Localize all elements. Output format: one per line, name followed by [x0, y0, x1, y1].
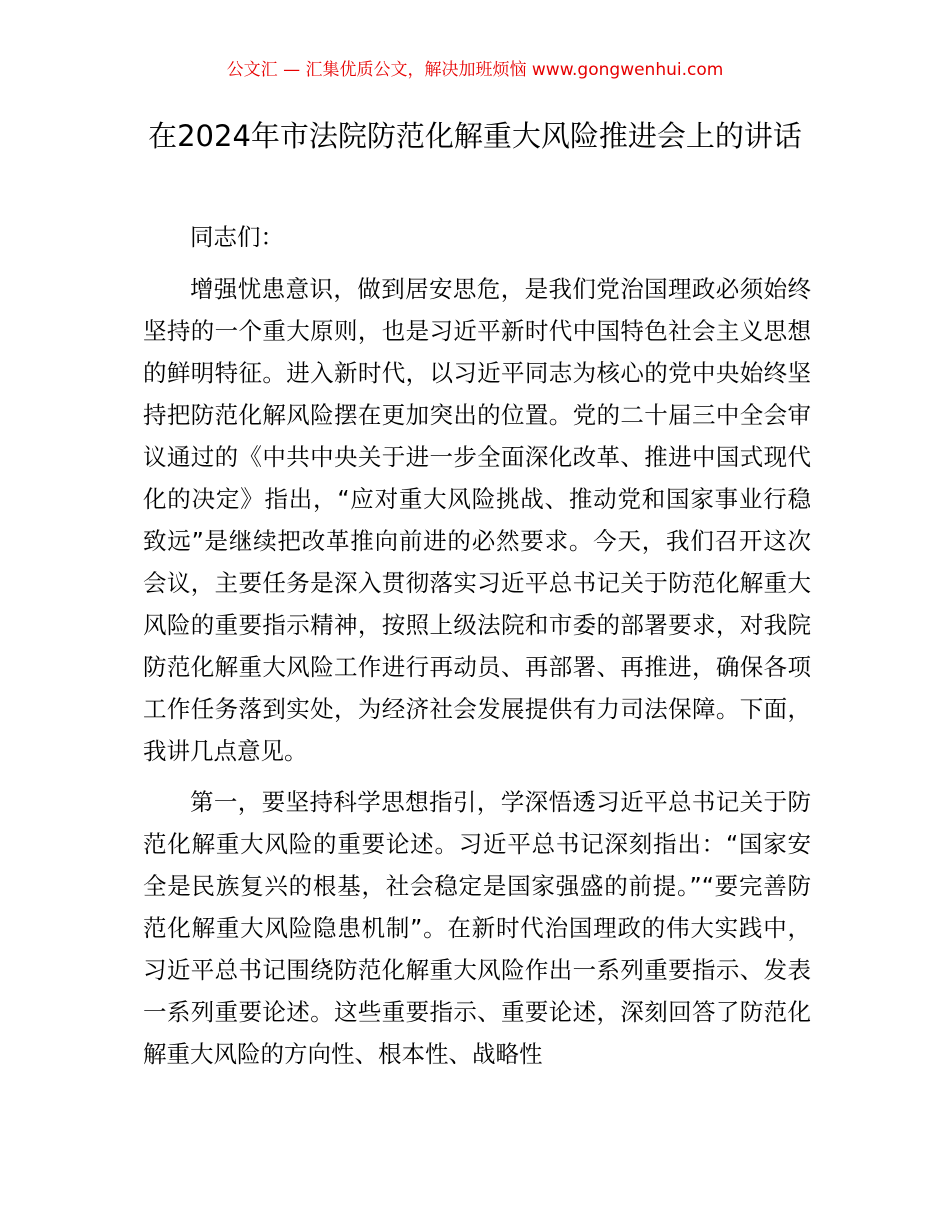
document-body — [143, 216, 811, 1084]
document-title: 在2024年市法院防范化解重大风险推进会上的讲话 — [148, 119, 802, 153]
paragraph-1: 增强忧患意识，做到居安思危，是我们党治国理政必须始终坚持的一个重大原则，也是习近平新时代中国特色社会主义思想的鲜明特征。进入新时代，以习近平同志为核心的党中央始终坚持把防范化解风险摆在更加突出的位置。党的二十届三中全会审议通过的《中共中央关于进一步全面深化改革、推进中国式现代化的决定》指出，“应对重大风险挑战、推动党和国家事业行稳致远”是继续把改革推向前进的必然要求。今天，我们召开这次会议，主要任务是深入贯彻落实习近平总书记关于防范化解重大风险的重要指示精神，按照上级法院和市委的部署要求，对我院防范化解重大风险工作进行再动员、再部署、再推进，确保各项工作任务落到实处，为经济社会发展提供有力司法保障。下面，我讲几点意见。 — [143, 275, 811, 765]
paragraph-2: 第一，要坚持科学思想指引，学深悟透习近平总书记关于防范化解重大风险的重要论述。习近平总书记深刻指出：“国家安全是民族复兴的根基，社会稳定是国家强盛的前提。”“要完善防范化解重大风险隐患机制”。在新时代治国理政的伟大实践中，习近平总书记围绕防范化解重大风险作出一系列重要指示、发表一系列重要论述。这些重要指示、重要论述，深刻回答了防范化解重大风险的方向性、根本性、战略性 — [143, 788, 811, 1068]
header-banner: 公文汇 — 汇集优质公文，解决加班烦恼 www.gongwenhui.com — [226, 60, 724, 80]
salutation: 同志们： — [190, 223, 284, 251]
